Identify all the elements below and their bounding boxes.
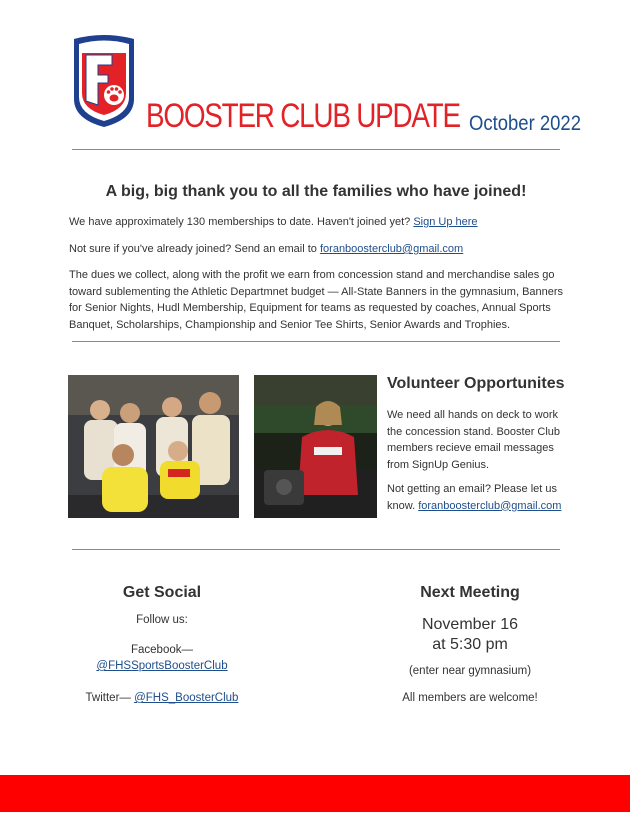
meeting-title: Next Meeting — [420, 584, 520, 601]
thank-you-headline: A big, big thank you to all the families who have joined! — [105, 183, 527, 200]
divider — [72, 149, 560, 150]
newsletter-date: October 2022 — [469, 112, 581, 135]
twitter-link[interactable]: @FHS_BoosterClub — [134, 692, 239, 704]
volunteers-group-photo — [68, 375, 239, 518]
twitter-entry — [62, 692, 262, 704]
meeting-location: (enter near gymnasium) — [408, 665, 532, 677]
volunteer-email-link[interactable]: foranboosterclub@gmail.com — [418, 499, 562, 512]
meeting-welcome: All members are welcome! — [402, 692, 538, 704]
email-link[interactable]: foranboosterclub@gmail.com — [319, 243, 464, 255]
social-title: Get Social — [122, 584, 202, 601]
facebook-entry — [62, 642, 262, 674]
follow-us-text: Follow us: — [136, 614, 188, 626]
meeting-date: November 16 — [421, 616, 519, 633]
newsletter-title: BOOSTER CLUB UPDATE — [146, 97, 460, 135]
volunteer-email-prompt: Not getting an email? Please let us know. — [387, 483, 557, 512]
twitter-label: Twitter— — [85, 692, 135, 704]
facebook-link[interactable]: @FHSSportsBoosterClub — [96, 660, 228, 672]
booster-club-logo — [70, 33, 138, 129]
email-paragraph — [69, 241, 564, 258]
footer-bar — [0, 775, 630, 812]
memberships-paragraph — [69, 214, 564, 231]
volunteer-email-paragraph — [387, 481, 572, 514]
facebook-label: Facebook— — [130, 644, 193, 656]
email-prompt: Not sure if you've already joined? Send an email to — [69, 243, 320, 255]
memberships-text: We have approximately 130 memberships to date. Haven't joined yet? — [69, 216, 414, 228]
volunteer-title: Volunteer Opportunites — [387, 375, 565, 392]
divider — [72, 341, 560, 342]
divider — [72, 549, 560, 550]
concession-volunteer-photo — [254, 375, 377, 518]
meeting-time: at 5:30 pm — [432, 636, 508, 653]
volunteer-text: We need all hands on deck to work the concession stand. Booster Club members recieve email messages from SignUp Genius. — [387, 409, 561, 471]
dues-paragraph: The dues we collect, along with the profit we earn from concession stand and merchandise sales go toward sublementing the Athletic Departmnet budget — All-State Banners in the gymnasium, Banners for Senior Nights, Hudl Membership, Equipment for teams as requested by coaches, Annual Sports Banquet, Scholarships, Championship and Senior Tee Shirts, Senior Awards and Trophies. — [69, 269, 564, 331]
signup-link[interactable]: Sign Up here — [413, 216, 478, 228]
